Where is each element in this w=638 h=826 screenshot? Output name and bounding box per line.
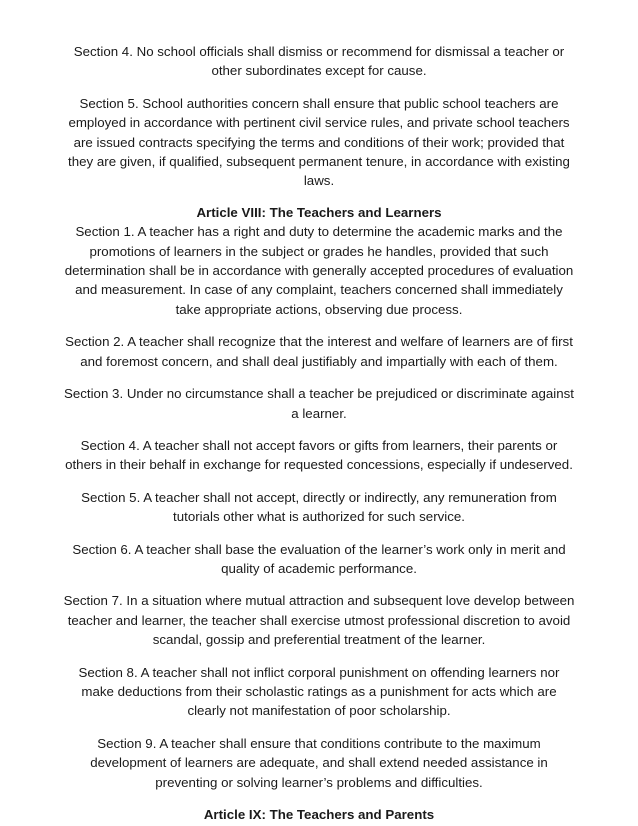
section-paragraph: Section 4. No school officials shall dismiss or recommend for dismissal a teacher or other subordinates except for cause. (73, 44, 565, 79)
document-page (62, 42, 576, 824)
section-paragraph: Section 3. Under no circumstance shall a teacher be prejudiced or discriminate against a learner. (64, 386, 574, 421)
section-paragraph: Section 5. A teacher shall not accept, directly or indirectly, any remuneration from tutorials other what is authorized for such service. (81, 489, 557, 525)
section-paragraph: Section 6. A teacher shall base the evaluation of the learner’s work only in merit and quality of academic performance. (72, 541, 566, 576)
section-paragraph: Section 7. In a situation where mutual attraction and subsequent love develop between teacher and learner, the teacher shall exercise utmost professional discretion to avoid scandal, gossip and preferential treatment of the learner. (63, 593, 575, 648)
article-heading: Article IX: The Teachers and Parents (203, 807, 435, 822)
article-heading: Article VIII: The Teachers and Learners (196, 204, 442, 220)
section-paragraph: Section 4. A teacher shall not accept favors or gifts from learners, their parents or others in their behalf in exchange for requested concessions, especially if undeserved. (65, 437, 573, 473)
section-paragraph: Section 2. A teacher shall recognize that the interest and welfare of learners are of first and foremost concern, and shall deal justifiably and impartially with each of them. (65, 334, 573, 369)
section-paragraph: Section 9. A teacher shall ensure that conditions contribute to the maximum development of learners are adequate, and shall extend needed assistance in preventing or solving learner’s problems and difficulties. (90, 735, 548, 790)
section-paragraph: Section 1. A teacher has a right and duty to determine the academic marks and the promotions of learners in the subject or grades he handles, provided that such determination shall be in accordance with generally accepted procedures of evaluation and measurement. In case of any complaint, teachers concerned shall immediately take appropriate actions, observing due process. (64, 224, 574, 317)
section-paragraph: Section 5. School authorities concern shall ensure that public school teachers are employed in accordance with pertinent civil service rules, and private school teachers are issued contracts specifying the terms and conditions of their work; provided that they are given, if qualified, subsequent permanent tenure, in accordance with existing laws. (68, 95, 570, 189)
section-paragraph: Section 8. A teacher shall not inflict corporal punishment on offending learners nor make deductions from their scholastic ratings as a punishment for acts which are clearly not manifestation of poor scholarship. (78, 664, 560, 719)
